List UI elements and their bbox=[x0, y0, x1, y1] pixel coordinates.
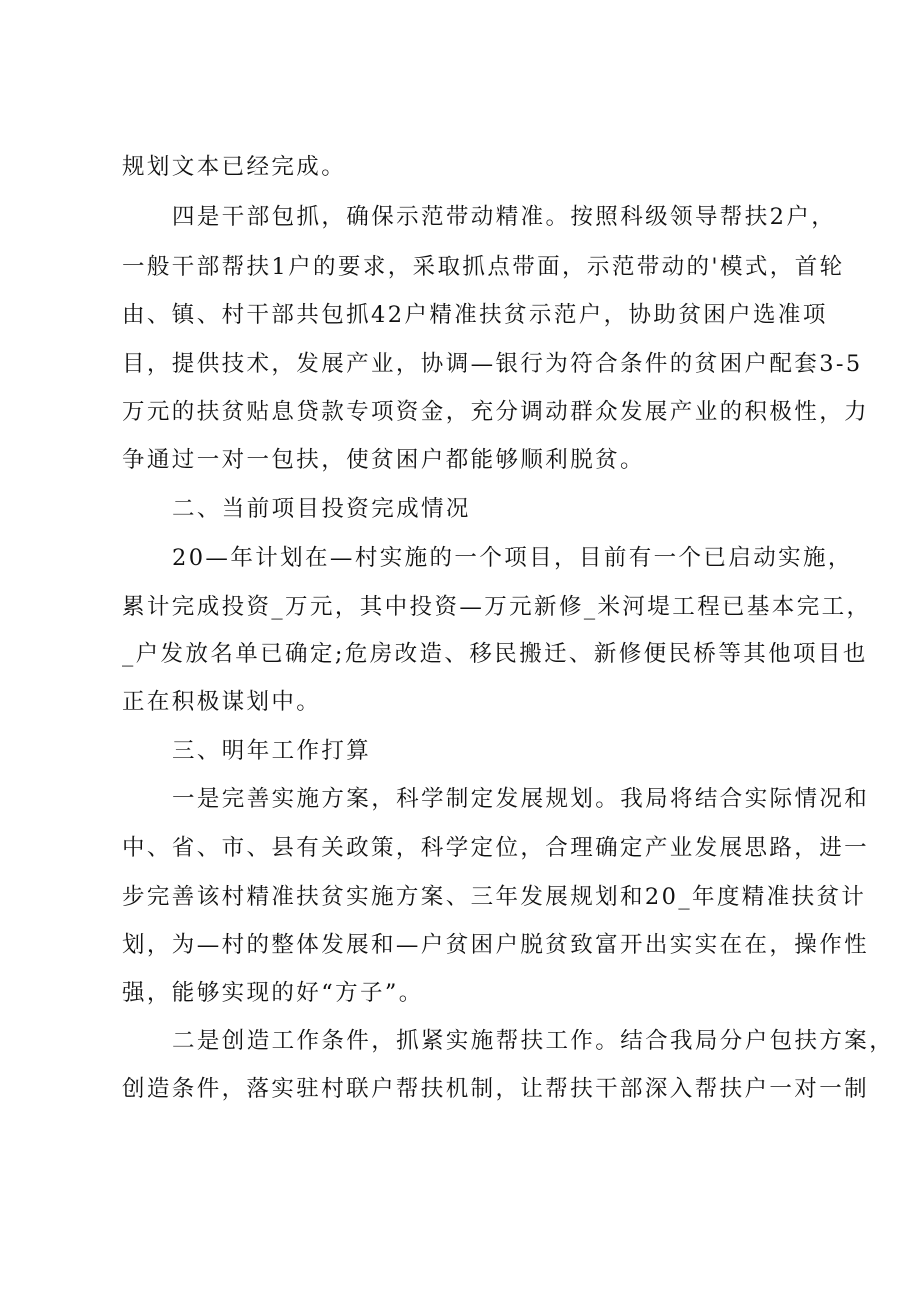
section-heading-3: 三、明年工作打算 bbox=[172, 738, 372, 764]
text-line-2: 四是干部包抓，确保示范带动精准。按照科级领导帮扶2户， bbox=[172, 204, 837, 230]
text-line-1: 规划文本已经完成。 bbox=[122, 154, 347, 180]
text-line-20: 创造条件，落实驻村联户帮扶机制，让帮扶干部深入帮扶户一对一制 bbox=[122, 1076, 870, 1102]
text-line-6: 万元的扶贫贴息贷款专项资金，充分调动群众发展产业的积极性，力 bbox=[122, 399, 870, 425]
section-heading-2: 二、当前项目投资完成情况 bbox=[172, 496, 471, 522]
text-line-9: 20—年计划在—村实施的一个项目，目前有一个已启动实施， bbox=[172, 545, 853, 571]
text-line-10: 累计完成投资_万元，其中投资—万元新修_米河堤工程已基本完工， bbox=[122, 594, 872, 620]
text-line-19: 二是创造工作条件，抓紧实施帮扶工作。结合我局分户包扶方案， bbox=[172, 1028, 895, 1054]
text-line-18: 强，能够实现的好“方子”。 bbox=[122, 980, 424, 1006]
text-line-11: _户发放名单已确定;危房改造、移民搬迁、新修便民桥等其他项目也 bbox=[122, 641, 868, 667]
text-line-5: 目，提供技术，发展产业，协调—银行为符合条件的贫困户配套3-5 bbox=[122, 351, 863, 377]
text-line-15: 中、省、市、县有关政策，科学定位，合理确定产业发展思路，进一 bbox=[122, 835, 870, 861]
text-line-3: 一般干部帮扶1户的要求，采取抓点带面，示范带动的'模式，首轮 bbox=[122, 254, 845, 280]
text-line-4: 由、镇、村干部共包抓42户精准扶贫示范户，协助贫困户选准项 bbox=[122, 302, 828, 328]
text-line-17: 划，为—村的整体发展和—户贫困户脱贫致富开出实实在在，操作性 bbox=[122, 932, 870, 958]
text-line-12: 正在积极谋划中。 bbox=[122, 689, 322, 715]
text-line-14: 一是完善实施方案，科学制定发展规划。我局将结合实际情况和 bbox=[172, 786, 870, 812]
text-line-16: 步完善该村精准扶贫实施方案、三年发展规划和20_年度精准扶贫计 bbox=[122, 884, 867, 910]
text-line-7: 争通过一对一包扶，使贫困户都能够顺利脱贫。 bbox=[122, 447, 645, 473]
